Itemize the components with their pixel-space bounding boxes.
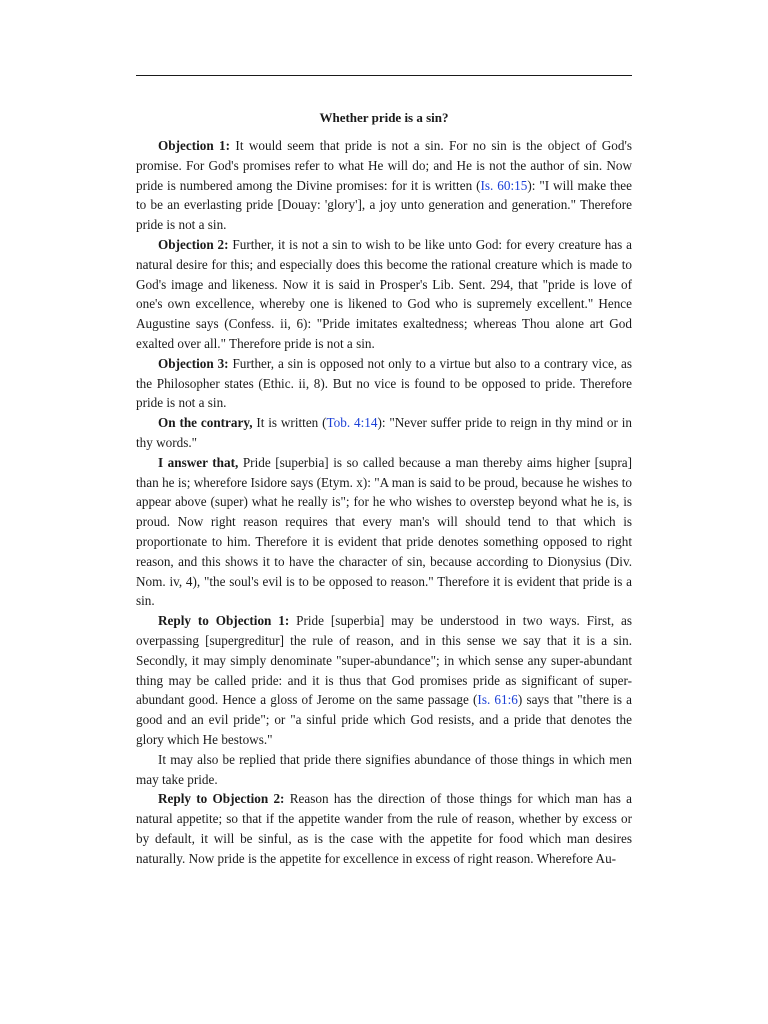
scripture-reference-link[interactable]: Is. 61:6 bbox=[477, 692, 518, 708]
paragraph-text: ): "Never suffer pride to reign in thy mind or in thy words." bbox=[136, 415, 632, 450]
paragraph-text: Further, a sin is opposed not only to a virtue but also to a contrary vice, as the Philosopher states (Ethic. ii, 8). But no vice is found to be opposed to pride. Therefore pride is not a sin. bbox=[136, 355, 632, 411]
article-paragraphs bbox=[136, 136, 632, 868]
paragraph-label: Reply to Objection 2: bbox=[158, 791, 285, 807]
scripture-reference-link[interactable]: Is. 60:15 bbox=[480, 177, 528, 193]
paragraph-label: Objection 2: bbox=[158, 236, 229, 252]
paragraph-text: It is written ( bbox=[252, 415, 327, 431]
article-body bbox=[136, 108, 632, 868]
paragraph-text: ) says that "there is a good and an evil pride"; or "a sinful pride which God resists, and a pride that denotes the glory which He bestows." bbox=[136, 692, 633, 747]
paragraph-reply-to-objection-2 bbox=[136, 789, 632, 868]
scripture-reference-link[interactable]: Tob. 4:14 bbox=[326, 415, 378, 431]
paragraph-label: On the contrary, bbox=[158, 415, 253, 431]
paragraph-i-answer-that bbox=[136, 453, 632, 611]
paragraph-text: It would seem that pride is not a sin. For no sin is the object of God's promise. For God's promises refer to what He will do; and He is not the author of sin. Now pride is numbered among the Divine promises: for it is written ( bbox=[136, 138, 632, 193]
paragraph-reply-to-objection-1 bbox=[136, 611, 632, 750]
paragraph-text: Reason has the direction of those things for which man has a natural appetite; so that if the appetite wander from the rule of reason, whether by excess or by default, it will be sinful, as is the case with the appetite for food which man desires naturally. Now pride is the appetite for excellence in excess of right reason. Wherefore Au- bbox=[136, 791, 632, 866]
paragraph-text: Pride [superbia] may be understood in two ways. First, as overpassing [supergreditur] the rule of reason, and in this sense we say that it is a sin. Secondly, it may simply denominate "super-abundance"; in which sense any super-abundant thing may be called pride: and it is thus that God promises pride as significant of super-abundant good. Hence a gloss of Jerome on the same passage ( bbox=[136, 613, 632, 708]
article-title: Whether pride is a sin? bbox=[319, 110, 449, 125]
top-rule bbox=[136, 75, 632, 76]
paragraph-objection-1 bbox=[136, 136, 632, 235]
paragraph-label: I answer that, bbox=[158, 454, 239, 470]
paragraph-text: Pride [superbia] is so called because a man thereby aims higher [supra] than he is; wherefore Isidore says (Etym. x): "A man is said to be proud, because he wishes to appear above (super) what he really is"; for he who wishes to overstep beyond what he is, is proud. Now right reason requires that every man's will should tend to that which is proportionate to him. Therefore it is evident that pride denotes something opposed to right reason, and this shows it to have the character of sin, because according to Dionysius (Div. Nom. iv, 4), "the soul's evil is to be opposed to reason." Therefore it is evident that pride is a sin. bbox=[136, 454, 632, 609]
paragraph-on-the-contrary bbox=[136, 413, 632, 453]
paragraph-text: Further, it is not a sin to wish to be like unto God: for every creature has a natural desire for this; and especially does this become the rational creature which is made to God's image and likeness. Now it is said in Prosper's Lib. Sent. 294, that "pride is love of one's own excellence, whereby one is likened to God who is supremely excellent." Hence Augustine says (Confess. ii, 6): "Pride imitates exaltedness; whereas Thou alone art God exalted over all." Therefore pride is not a sin. bbox=[136, 236, 632, 351]
paragraph-label: Reply to Objection 1: bbox=[158, 613, 290, 629]
paragraph-text: ): "I will make thee to be an everlasting pride [Douay: 'glory'], a joy unto generation and generation." Therefore pride is not a sin. bbox=[136, 177, 633, 233]
paragraph-objection-2 bbox=[136, 235, 632, 354]
paragraph-reply-continuation bbox=[136, 750, 632, 790]
paragraph-text: It may also be replied that pride there signifies abundance of those things in which men may take pride. bbox=[136, 751, 632, 787]
paragraph-objection-3 bbox=[136, 354, 632, 413]
paragraph-label: Objection 3: bbox=[158, 355, 229, 371]
paragraph-label: Objection 1: bbox=[158, 138, 231, 153]
